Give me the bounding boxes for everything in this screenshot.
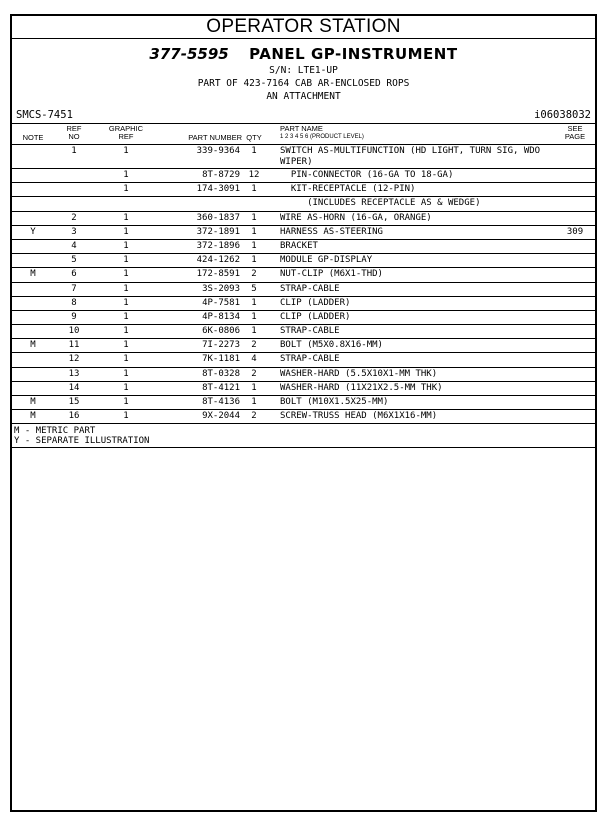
- part-number-cell: 9X-2044: [202, 411, 240, 422]
- part-name-cell: PIN-CONNECTOR (16-GA TO 18-GA): [280, 170, 454, 180]
- part-number-cell: 8T-4121: [202, 382, 240, 393]
- part-name-cell: BRACKET: [280, 240, 318, 251]
- part-number-cell: 424-1262: [196, 255, 240, 266]
- ref-no-cell: 13: [68, 368, 80, 379]
- note-cell: M: [30, 397, 36, 407]
- part-number-cell: 8T-8729: [202, 170, 240, 180]
- part-number-cell: 8T-4136: [202, 397, 240, 407]
- ref-no-cell: 9: [71, 311, 77, 322]
- qty-cell: 4: [251, 354, 257, 365]
- qty-cell: 2: [251, 411, 257, 422]
- ref-no-cell: 11: [68, 340, 80, 351]
- part-name-cell: KIT-RECEPTACLE (12-PIN): [280, 184, 416, 195]
- part-name-cell: MODULE GP-DISPLAY: [280, 255, 373, 266]
- parts-page-frame: [10, 14, 597, 812]
- header-product-levels: 1 2 3 4 5 6 (PRODUCT LEVEL): [280, 134, 364, 140]
- part-name-cell: CLIP (LADDER): [280, 311, 351, 322]
- graphic-ref-cell: 1: [123, 226, 129, 237]
- part-name-cell: STRAP-CABLE: [280, 283, 340, 294]
- table-row: [12, 226, 595, 240]
- part-number-cell: 4P-7581: [202, 297, 240, 308]
- part-name-cell: CLIP (LADDER): [280, 297, 351, 308]
- part-name-cell: BOLT (M5X0.8X16-MM): [280, 340, 383, 351]
- graphic-ref-cell: 1: [123, 368, 129, 379]
- graphic-ref-cell: 1: [123, 255, 129, 266]
- section-title: OPERATOR STATION: [12, 16, 595, 39]
- table-row: [12, 169, 595, 183]
- qty-cell: 1: [251, 212, 257, 223]
- qty-cell: 5: [251, 283, 257, 294]
- smcs-row: [12, 109, 595, 123]
- table-row: [12, 145, 595, 169]
- table-row: [12, 325, 595, 339]
- header-part-name-label: PART NAME: [280, 124, 323, 133]
- table-row: [12, 197, 595, 211]
- part-number-cell: 3S-2093: [202, 283, 240, 294]
- part-name-cell: (INCLUDES RECEPTACLE AS & WEDGE): [280, 198, 481, 209]
- table-header: [12, 123, 595, 145]
- ref-no-cell: 5: [71, 255, 77, 266]
- ref-no-cell: 16: [68, 411, 80, 422]
- qty-cell: 1: [251, 326, 257, 337]
- table-row: [12, 283, 595, 297]
- header-graphic-line1: GRAPHIC: [108, 124, 144, 133]
- note-cell: Y: [30, 226, 36, 237]
- part-number-cell: 4P-8134: [202, 311, 240, 322]
- table-row: [12, 254, 595, 268]
- ref-no-cell: 12: [68, 354, 80, 365]
- graphic-ref-cell: 1: [123, 354, 129, 365]
- table-row: [12, 297, 595, 311]
- header-note: NOTE: [22, 133, 44, 142]
- graphic-ref-cell: 1: [123, 340, 129, 351]
- part-name-cell: WASHER-HARD (5.5X10X1-MM THK): [280, 368, 438, 379]
- illustration-id: i06038032: [534, 109, 591, 121]
- part-name-cell: WIRE AS-HORN (16-GA, ORANGE): [280, 212, 432, 223]
- table-row: [12, 212, 595, 226]
- graphic-ref-cell: 1: [123, 297, 129, 308]
- table-row: [12, 268, 595, 282]
- attachment-label: AN ATTACHMENT: [266, 91, 341, 102]
- legend-metric: M - METRIC PART: [14, 426, 96, 437]
- graphic-ref-cell: 1: [123, 146, 129, 156]
- part-name-cell: STRAP-CABLE: [280, 326, 340, 337]
- part-name-cell: HARNESS AS-STEERING: [280, 226, 383, 237]
- table-row: [12, 339, 595, 353]
- legend-separate-illustration: Y - SEPARATE ILLUSTRATION: [14, 436, 150, 447]
- note-cell: M: [30, 269, 36, 280]
- part-number-cell: 7K-1181: [202, 354, 240, 365]
- header-graphic-line2: REF: [118, 132, 134, 141]
- ref-no-cell: 1: [71, 146, 77, 156]
- note-cell: M: [30, 411, 36, 422]
- ref-no-cell: 10: [68, 326, 80, 337]
- table-row: [12, 240, 595, 254]
- part-name-cell: SCREW-TRUSS HEAD (M6X1X16-MM): [280, 411, 438, 422]
- graphic-ref-cell: 1: [123, 184, 129, 195]
- parts-table-body: [12, 145, 595, 424]
- part-name-cell: WASHER-HARD (11X21X2.5-MM THK): [280, 382, 443, 393]
- part-number-cell: 172-8591: [196, 269, 240, 280]
- note-cell: M: [30, 340, 36, 351]
- table-row: [12, 353, 595, 367]
- header-ref-line1: REF: [66, 124, 82, 133]
- qty-cell: 2: [251, 368, 257, 379]
- qty-cell: 12: [248, 170, 260, 180]
- qty-cell: 1: [251, 240, 257, 251]
- part-number-cell: 8T-0328: [202, 368, 240, 379]
- part-number-cell: 372-1896: [196, 240, 240, 251]
- qty-cell: 1: [251, 146, 257, 156]
- table-row: [12, 382, 595, 396]
- graphic-ref-cell: 1: [123, 326, 129, 337]
- part-name-cell: BOLT (M10X1.5X25-MM): [280, 397, 389, 407]
- part-number-cell: 360-1837: [196, 212, 240, 223]
- graphic-ref-cell: 1: [123, 212, 129, 223]
- ref-no-cell: 14: [68, 382, 80, 393]
- qty-cell: 1: [251, 311, 257, 322]
- table-row: [12, 183, 595, 197]
- graphic-ref-cell: 1: [123, 411, 129, 422]
- part-number-cell: 6K-0806: [202, 326, 240, 337]
- graphic-ref-cell: 1: [123, 269, 129, 280]
- qty-cell: 1: [251, 297, 257, 308]
- part-heading: [12, 45, 595, 64]
- header-ref-line2: NO: [68, 132, 80, 141]
- ref-no-cell: 2: [71, 212, 77, 223]
- part-number-cell: 174-3091: [196, 184, 240, 195]
- header-ref-no: [64, 125, 84, 141]
- qty-cell: 2: [251, 269, 257, 280]
- graphic-ref-cell: 1: [123, 170, 129, 180]
- qty-cell: 2: [251, 340, 257, 351]
- header-see-page: [560, 125, 590, 141]
- serial-number: S/N: LTE1-UP: [269, 65, 338, 76]
- part-name-heading: PANEL GP-INSTRUMENT: [249, 45, 458, 63]
- smcs-code: SMCS-7451: [16, 109, 73, 121]
- ref-no-cell: 7: [71, 283, 77, 294]
- part-number-cell: 7I-2273: [202, 340, 240, 351]
- qty-cell: 1: [251, 226, 257, 237]
- part-number-cell: 339-9364: [196, 146, 240, 156]
- table-row: [12, 396, 595, 410]
- ref-no-cell: 15: [68, 397, 80, 407]
- header-part-number: PART NUMBER: [188, 133, 242, 142]
- graphic-ref-cell: 1: [123, 283, 129, 294]
- qty-cell: 1: [251, 397, 257, 407]
- header-qty: QTY: [246, 133, 262, 142]
- ref-no-cell: 6: [71, 269, 77, 280]
- qty-cell: 1: [251, 184, 257, 195]
- part-name-cell: STRAP-CABLE: [280, 354, 340, 365]
- table-row: [12, 368, 595, 382]
- graphic-ref-cell: 1: [123, 240, 129, 251]
- part-number-cell: 372-1891: [196, 226, 240, 237]
- ref-no-cell: 4: [71, 240, 77, 251]
- ref-no-cell: 3: [71, 226, 77, 237]
- part-number-heading: 377-5595: [149, 45, 229, 63]
- part-name-cell: NUT-CLIP (M6X1-THD): [280, 269, 383, 280]
- table-row: [12, 311, 595, 325]
- graphic-ref-cell: 1: [123, 382, 129, 393]
- qty-cell: 1: [251, 382, 257, 393]
- header-see-line1: SEE: [567, 124, 583, 133]
- table-row: [12, 410, 595, 424]
- ref-no-cell: 8: [71, 297, 77, 308]
- header-part-name: [280, 125, 364, 141]
- part-name-cell: SWITCH AS-MULTIFUNCTION (HD LIGHT, TURN SIG, WDO WIPER): [280, 146, 546, 167]
- part-of: PART OF 423-7164 CAB AR-ENCLOSED ROPS: [197, 78, 410, 89]
- qty-cell: 1: [251, 255, 257, 266]
- notes-legend: [12, 424, 595, 448]
- graphic-ref-cell: 1: [123, 311, 129, 322]
- header-graphic-ref: [104, 125, 148, 141]
- see-page-cell: 309: [566, 226, 584, 237]
- header-see-line2: PAGE: [564, 132, 586, 141]
- graphic-ref-cell: 1: [123, 397, 129, 407]
